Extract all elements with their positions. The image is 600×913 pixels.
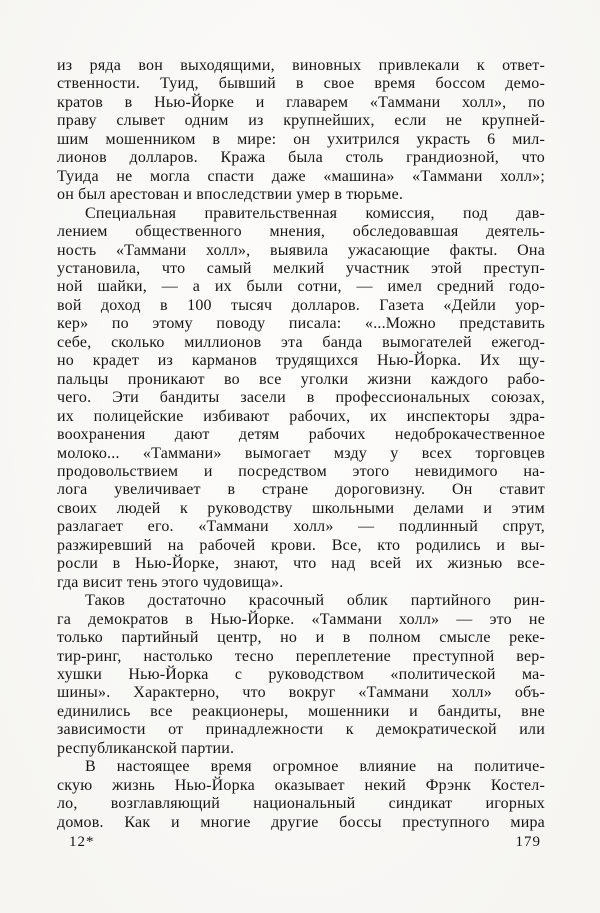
page-number: 179 (515, 834, 541, 850)
text-line: шины». Характерно, что вокруг «Таммани холл» объ- (57, 684, 545, 702)
text-line: вой доход в 100 тысяч долларов. Газета «Дейли уор- (57, 296, 545, 314)
text-line: кратов в Нью-Йорке и главарем «Таммани холл», по (57, 93, 545, 111)
page-text-block (57, 57, 545, 832)
text-line: хушки Нью-Йорка с руководством «политической ма- (57, 665, 545, 683)
paragraph (57, 758, 545, 832)
text-line: праву слывет одним из крупнейших, если не крупней- (57, 112, 545, 130)
text-line: кер» по этому поводу писала: «...Можно представить (57, 315, 545, 333)
text-line: Туида не могла спасти даже «машина» «Таммани холл»; (57, 167, 545, 185)
text-line: гда висит тень этого чудовища». (57, 573, 284, 591)
text-line: разжиревший на рабочей крови. Все, кто родились и вы- (57, 536, 545, 554)
text-line: единились все реакционеры, мошенники и бандиты, вне (57, 702, 545, 720)
text-line: пальцы проникают во все уголки жизни каждого рабо- (57, 370, 545, 388)
text-line: Специальная правительственная комиссия, под дав- (85, 204, 545, 222)
text-line: только партийный центр, но и в полном смысле реке- (57, 629, 545, 647)
text-line: их полицейские избивают рабочих, их инспекторы здра- (57, 407, 545, 425)
text-line: зависимости от принадлежности к демократической или (57, 721, 545, 739)
printer-signature-mark: 12* (69, 834, 95, 850)
text-line: себе, сколько миллионов эта банда вымогателей ежегод- (57, 333, 545, 351)
text-line: воохранения дают детям рабочих недоброкачественное (57, 426, 545, 444)
text-line: тир-ринг, настолько тесно переплетение преступной вер- (57, 647, 545, 665)
text-line: установила, что самый мелкий участник этой преступ- (57, 259, 545, 277)
text-line: шим мошенником в мире: он ухитрился украсть 6 мил- (57, 130, 545, 148)
text-line: из ряда вон выходящими, виновных привлекали к ответ- (57, 57, 545, 74)
text-line: ность «Таммани холл», выявила ужасающие факты. Она (57, 241, 545, 259)
text-line: В настоящее время огромное влияние на политиче- (85, 758, 545, 776)
text-line: республиканской партии. (57, 739, 235, 757)
text-line: лением общественного мнения, обследовавшая деятель- (57, 223, 545, 241)
text-line: ной шайки, — а их были сотни, — имел средний годо- (57, 278, 545, 296)
paragraph (57, 592, 545, 758)
text-line: разлагает его. «Таммани холл» — подлинный спрут, (57, 518, 545, 536)
text-line: ственности. Туид, бывший в свое время боссом демо- (57, 75, 545, 93)
text-line: продовольствием и посредством этого невидимого на- (57, 462, 545, 480)
paragraph (57, 57, 545, 205)
text-line: он был арестован и впоследствии умер в тюрьме. (57, 186, 404, 204)
text-line: росли в Нью-Йорке, знают, что над всей их жизнью все- (57, 555, 545, 573)
page-footer (57, 834, 545, 851)
text-line: чего. Эти бандиты засели в профессиональных союзах, (57, 389, 545, 407)
text-line: Таков достаточно красочный облик партийного рин- (85, 592, 545, 610)
text-line: молоко... «Таммани» вымогает мзду у всех торговцев (57, 444, 545, 462)
text-line: своих людей к руководству школьными делами и этим (57, 499, 545, 517)
text-line: га демократов в Нью-Йорке. «Таммани холл» — это не (57, 610, 545, 628)
text-line: лионов долларов. Кража была столь грандиозной, что (57, 149, 545, 167)
text-line: лога увеличивает в стране дороговизну. Он ставит (57, 481, 545, 499)
paragraph (57, 205, 545, 593)
text-line: ло, возглавляющий национальный синдикат игорных (57, 795, 545, 813)
text-line: но крадет из карманов трудящихся Нью-Йорка. Их щу- (57, 352, 545, 370)
text-line: скую жизнь Нью-Йорка оказывает некий Фрэнк Костел- (57, 776, 545, 794)
text-line: домов. Как и многие другие боссы преступного мира (57, 813, 545, 831)
